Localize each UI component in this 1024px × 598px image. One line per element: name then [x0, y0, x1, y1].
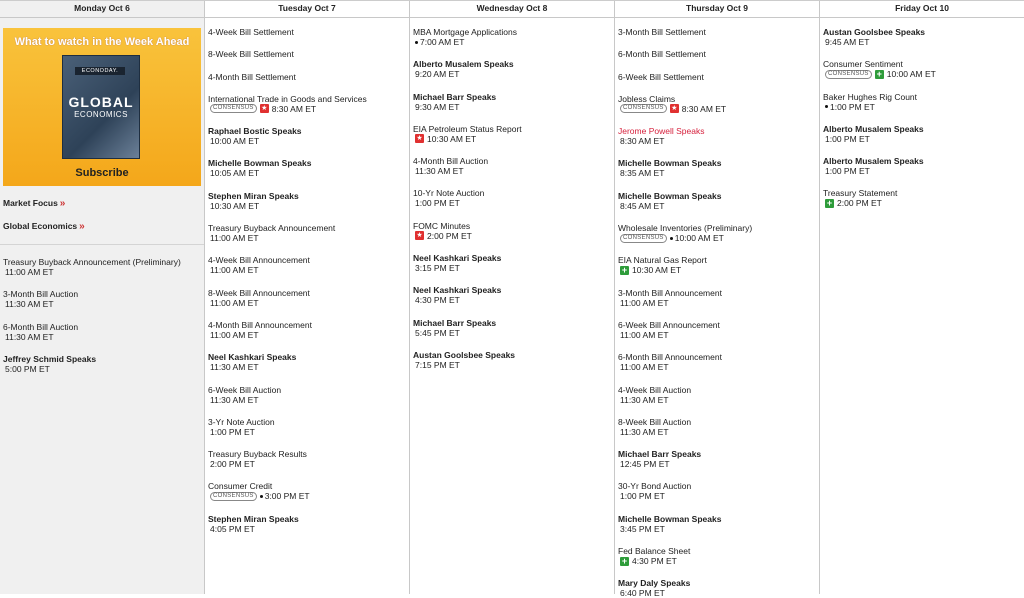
event-time: 10:00 AM ET [886, 69, 936, 80]
day-column-friday [820, 1, 1024, 594]
event-item[interactable] [413, 253, 614, 273]
event-item[interactable] [3, 322, 204, 342]
event-item[interactable] [618, 191, 819, 211]
event-time-row [413, 328, 614, 338]
event-time: 3:45 PM ET [620, 523, 665, 534]
day-column-tuesday [205, 1, 410, 594]
event-time: 4:30 PM ET [415, 295, 460, 306]
event-time: 11:00 AM ET [210, 265, 259, 276]
event-time: 5:45 PM ET [415, 327, 460, 338]
event-time-row [618, 136, 819, 146]
event-item[interactable] [208, 126, 409, 146]
event-time: 1:00 PM ET [830, 101, 875, 112]
event-item[interactable] [618, 223, 819, 243]
event-time-row [208, 136, 409, 146]
event-time: 11:00 AM ET [620, 362, 669, 373]
day-header: Monday Oct 6 [0, 1, 204, 18]
event-time: 9:20 AM ET [415, 69, 460, 80]
event-list [0, 257, 204, 374]
event-item[interactable] [208, 255, 409, 275]
event-title[interactable]: 6-Week Bill Announcement [618, 319, 720, 330]
event-time: 5:00 PM ET [5, 363, 50, 374]
event-item[interactable] [823, 92, 1024, 112]
event-title[interactable]: Treasury Buyback Results [208, 449, 307, 460]
event-title[interactable]: 3-Month Bill Settlement [618, 27, 706, 37]
event-title[interactable]: EIA Natural Gas Report [618, 255, 707, 266]
event-item[interactable] [618, 158, 819, 178]
event-time-row [208, 201, 409, 211]
consensus-badge[interactable]: CONSENSUS [620, 234, 667, 243]
event-title[interactable]: Treasury Statement [823, 188, 898, 199]
event-item[interactable] [618, 417, 819, 437]
event-time: 11:00 AM ET [620, 329, 669, 340]
event-item[interactable] [618, 578, 819, 598]
event-title[interactable]: Treasury Buyback Announcement (Preliminary) [3, 257, 181, 267]
event-time-row [208, 427, 409, 437]
event-time-row [618, 588, 819, 598]
event-list [820, 18, 1024, 208]
event-title[interactable]: Fed Balance Sheet [618, 546, 691, 557]
event-time-row [618, 556, 819, 566]
event-item[interactable] [413, 221, 614, 241]
event-time-row [413, 231, 614, 241]
global-economics-cover-image [62, 55, 140, 159]
event-item[interactable] [208, 223, 409, 243]
event-title[interactable]: Mary Daly Speaks [618, 578, 691, 589]
divider [0, 244, 204, 245]
event-time: 1:00 PM ET [620, 491, 665, 502]
event-item[interactable] [208, 320, 409, 340]
event-title[interactable]: Alberto Musalem Speaks [823, 123, 924, 134]
subscribe-button[interactable]: Subscribe [75, 167, 129, 179]
event-time: 10:05 AM ET [210, 168, 260, 179]
star-icon: ★ [261, 105, 268, 113]
event-item[interactable] [618, 94, 819, 114]
event-time-row [208, 265, 409, 275]
event-time-row [208, 233, 409, 243]
day-header: Wednesday Oct 8 [410, 1, 614, 18]
event-time: 10:00 AM ET [674, 233, 724, 244]
event-time: 9:45 AM ET [825, 37, 870, 47]
event-time-row [618, 104, 819, 114]
event-time: 10:00 AM ET [210, 136, 260, 147]
event-item[interactable] [618, 352, 819, 372]
event-time: 2:00 PM ET [837, 198, 882, 209]
event-time-row [618, 330, 819, 340]
event-time-row [208, 362, 409, 372]
event-item[interactable] [208, 385, 409, 405]
event-time: 8:30 AM ET [681, 103, 727, 114]
event-time: 2:00 PM ET [210, 459, 255, 470]
event-item[interactable] [208, 49, 409, 59]
event-time: 4:05 PM ET [210, 523, 255, 534]
event-title[interactable]: Alberto Musalem Speaks [413, 59, 514, 70]
event-title[interactable]: Michelle Bowman Speaks [208, 158, 312, 169]
event-time-row [413, 69, 614, 79]
event-time-row [413, 360, 614, 370]
event-title[interactable]: Stephen Miran Speaks [208, 513, 299, 524]
event-item[interactable] [823, 27, 1024, 47]
event-item[interactable] [413, 188, 614, 208]
event-item[interactable] [208, 27, 409, 37]
event-item[interactable] [413, 285, 614, 305]
event-time: 1:00 PM ET [210, 426, 255, 437]
event-item[interactable] [618, 288, 819, 308]
event-title[interactable]: 8-Week Bill Settlement [208, 49, 294, 60]
event-time-row [618, 524, 819, 534]
event-time-row [618, 233, 819, 243]
event-title[interactable]: 3-Month Bill Auction [3, 289, 79, 300]
event-title[interactable]: 6-Week Bill Auction [208, 384, 282, 395]
event-time: 11:30 AM ET [415, 166, 464, 177]
event-time-row [3, 364, 204, 374]
plus-icon: + [621, 264, 628, 275]
event-time: 10:30 AM ET [210, 200, 260, 211]
event-title[interactable]: 4-Month Bill Settlement [208, 71, 296, 82]
event-item[interactable] [413, 156, 614, 176]
event-time-row [413, 102, 614, 112]
event-title[interactable]: 4-Week Bill Announcement [208, 255, 310, 266]
event-item[interactable] [823, 188, 1024, 208]
event-time-row [3, 267, 204, 277]
event-time-row [208, 298, 409, 308]
day-header: Friday Oct 10 [820, 1, 1024, 18]
star-icon: ★ [416, 135, 423, 143]
day-header: Thursday Oct 9 [615, 1, 819, 18]
event-item[interactable] [3, 354, 204, 374]
event-item[interactable] [3, 289, 204, 309]
cover-title-line2: ECONOMICS [74, 110, 128, 119]
event-list [410, 18, 614, 370]
event-title[interactable]: Michael Barr Speaks [413, 91, 497, 102]
bullet-icon [415, 41, 418, 44]
day-header: Tuesday Oct 7 [205, 1, 409, 18]
event-time: 11:00 AM ET [210, 297, 259, 308]
event-item[interactable] [3, 257, 204, 277]
event-item[interactable] [413, 124, 614, 144]
event-title[interactable]: Stephen Miran Speaks [208, 190, 299, 201]
bullet-icon [260, 495, 263, 498]
event-time-row [208, 168, 409, 178]
event-time-row [823, 102, 1024, 112]
event-title[interactable]: Michelle Bowman Speaks [618, 513, 722, 524]
event-title[interactable]: Jeffrey Schmid Speaks [3, 353, 97, 364]
event-list [615, 18, 819, 598]
event-title[interactable]: 6-Week Bill Settlement [618, 71, 704, 82]
event-time-row [208, 459, 409, 469]
event-title[interactable]: Neel Kashkari Speaks [208, 352, 297, 363]
plus-icon: + [826, 197, 833, 208]
event-time-row [823, 134, 1024, 144]
event-title[interactable]: 4-Week Bill Auction [618, 384, 692, 395]
event-title[interactable]: 6-Month Bill Auction [3, 321, 79, 332]
event-item[interactable] [618, 546, 819, 566]
event-item[interactable] [208, 417, 409, 437]
event-time-row [823, 198, 1024, 208]
global-economics-link[interactable] [3, 221, 204, 232]
chevron-right-icon: » [79, 221, 85, 232]
event-time: 11:30 AM ET [5, 299, 54, 310]
event-item[interactable] [823, 124, 1024, 144]
event-title[interactable]: 3-Yr Note Auction [208, 416, 275, 427]
event-time: 2:00 PM ET [427, 230, 472, 241]
event-time: 12:45 PM ET [620, 459, 670, 470]
event-title[interactable]: Austan Goolsbee Speaks [823, 27, 926, 37]
event-time: 8:45 AM ET [620, 200, 665, 211]
event-time-row [413, 134, 614, 144]
event-time-row [208, 524, 409, 534]
event-time: 6:40 PM ET [620, 588, 665, 598]
plus-icon: + [876, 68, 882, 79]
event-item[interactable] [413, 318, 614, 338]
event-title[interactable]: 4-Month Bill Auction [413, 156, 489, 167]
event-item[interactable] [208, 514, 409, 534]
consensus-badge[interactable]: CONSENSUS [210, 492, 257, 501]
week-ahead-promo[interactable] [3, 28, 201, 186]
event-item[interactable] [208, 481, 409, 501]
event-title[interactable]: Raphael Bostic Speaks [208, 126, 302, 137]
event-title[interactable]: Alberto Musalem Speaks [823, 156, 924, 167]
event-time: 11:30 AM ET [210, 362, 259, 373]
star-icon: ★ [671, 105, 678, 113]
event-title[interactable]: Jerome Powell Speaks [618, 126, 705, 137]
event-item[interactable] [618, 255, 819, 275]
event-item[interactable] [618, 385, 819, 405]
event-time: 11:30 AM ET [620, 426, 669, 437]
event-title[interactable]: Jobless Claims [618, 93, 676, 104]
event-item[interactable] [208, 191, 409, 211]
event-time: 7:00 AM ET [420, 37, 465, 47]
event-time-row [413, 166, 614, 176]
event-item[interactable] [618, 320, 819, 340]
event-time-row [208, 104, 409, 114]
event-time: 9:30 AM ET [415, 101, 460, 112]
market-focus-link[interactable] [3, 198, 204, 209]
event-title[interactable]: Michael Barr Speaks [413, 317, 497, 328]
event-item[interactable] [208, 449, 409, 469]
consensus-badge[interactable]: CONSENSUS [620, 104, 667, 113]
event-time: 4:30 PM ET [632, 556, 677, 567]
event-time: 8:30 AM ET [620, 136, 665, 147]
event-time-row [618, 395, 819, 405]
event-time: 3:15 PM ET [415, 263, 460, 274]
event-item[interactable] [823, 59, 1024, 79]
event-time-row [618, 298, 819, 308]
bullet-icon [670, 237, 673, 240]
day-column-thursday [615, 1, 820, 598]
event-time-row [618, 265, 819, 275]
event-time-row [823, 166, 1024, 176]
event-title[interactable]: 30-Yr Bond Auction [618, 481, 692, 492]
event-time: 8:35 AM ET [620, 168, 665, 179]
consensus-badge[interactable]: CONSENSUS [825, 70, 872, 79]
event-item[interactable] [618, 126, 819, 146]
event-title[interactable]: Michael Barr Speaks [618, 449, 702, 460]
event-item[interactable] [618, 27, 819, 37]
event-item[interactable] [413, 350, 614, 370]
event-time: 11:00 AM ET [620, 297, 669, 308]
event-title[interactable]: 3-Month Bill Announcement [618, 287, 722, 298]
event-time-row [413, 295, 614, 305]
event-item[interactable] [208, 94, 409, 114]
event-time-row [618, 491, 819, 501]
econoday-logo: ECONODAY. [75, 67, 125, 75]
event-item[interactable] [413, 59, 614, 79]
event-title[interactable]: 4-Week Bill Settlement [208, 27, 294, 37]
event-item[interactable] [413, 92, 614, 112]
event-time: 10:30 AM ET [427, 133, 477, 144]
event-title[interactable]: Michelle Bowman Speaks [618, 190, 722, 201]
side-links [0, 186, 204, 232]
event-title[interactable]: International Trade in Goods and Services [208, 93, 367, 104]
global-economics-label: Global Economics [3, 221, 78, 231]
event-item[interactable] [618, 49, 819, 59]
event-title[interactable]: Austan Goolsbee Speaks [413, 349, 516, 360]
event-item[interactable] [618, 449, 819, 469]
event-time-row [208, 491, 409, 501]
event-time-row [823, 69, 1024, 79]
event-title[interactable]: Michelle Bowman Speaks [618, 158, 722, 169]
event-time-row [618, 201, 819, 211]
event-title[interactable]: 6-Month Bill Announcement [618, 352, 722, 363]
event-time-row [618, 168, 819, 178]
day-column-monday [0, 1, 205, 594]
event-list [205, 18, 409, 534]
event-title[interactable]: 4-Month Bill Announcement [208, 319, 312, 330]
event-title[interactable]: 8-Week Bill Announcement [208, 287, 310, 298]
event-item[interactable] [208, 288, 409, 308]
event-time-row [413, 37, 614, 47]
star-icon: ★ [416, 232, 423, 240]
event-item[interactable] [208, 72, 409, 82]
event-item[interactable] [618, 481, 819, 501]
event-title[interactable]: 10-Yr Note Auction [413, 188, 485, 199]
event-time-row [618, 427, 819, 437]
market-focus-label: Market Focus [3, 198, 58, 208]
event-title[interactable]: Neel Kashkari Speaks [413, 253, 502, 264]
event-time: 11:00 AM ET [210, 233, 259, 244]
event-title[interactable]: Treasury Buyback Announcement [208, 223, 336, 234]
consensus-badge[interactable]: CONSENSUS [210, 104, 257, 113]
event-time: 1:00 PM ET [825, 166, 870, 177]
event-time: 1:00 PM ET [415, 198, 460, 209]
event-time-row [208, 330, 409, 340]
event-time: 11:30 AM ET [210, 394, 259, 405]
event-title[interactable]: Consumer Sentiment [823, 59, 903, 70]
event-time-row [823, 37, 1024, 47]
event-item[interactable] [823, 156, 1024, 176]
bullet-icon [825, 105, 828, 108]
event-time-row [618, 362, 819, 372]
event-time: 10:30 AM ET [632, 265, 682, 276]
event-title[interactable]: Neel Kashkari Speaks [413, 285, 502, 296]
event-time: 11:30 AM ET [620, 394, 669, 405]
event-time: 8:30 AM ET [271, 103, 317, 114]
event-time: 11:00 AM ET [210, 329, 259, 340]
event-time-row [413, 198, 614, 208]
event-title[interactable]: MBA Mortgage Applications [413, 27, 517, 37]
event-title[interactable]: Wholesale Inventories (Preliminary) [618, 223, 753, 234]
event-title[interactable]: EIA Petroleum Status Report [413, 123, 522, 134]
day-column-wednesday [410, 1, 615, 594]
event-time-row [618, 459, 819, 469]
event-time: 11:00 AM ET [5, 267, 54, 277]
plus-icon: + [621, 555, 628, 566]
event-item[interactable] [618, 72, 819, 82]
event-title[interactable]: Baker Hughes Rig Count [823, 91, 918, 102]
event-title[interactable]: 8-Week Bill Auction [618, 416, 692, 427]
event-time-row [3, 299, 204, 309]
cover-title-line1: GLOBAL [68, 94, 134, 110]
event-item[interactable] [208, 158, 409, 178]
event-time: 3:00 PM ET [264, 491, 310, 502]
event-time-row [3, 332, 204, 342]
event-title[interactable]: 6-Month Bill Settlement [618, 49, 706, 60]
event-time: 11:30 AM ET [5, 331, 54, 342]
event-time: 7:15 PM ET [415, 359, 460, 370]
event-time-row [413, 263, 614, 273]
promo-headline: What to watch in the Week Ahead [14, 36, 190, 48]
event-title[interactable]: Consumer Credit [208, 481, 273, 492]
event-item[interactable] [618, 514, 819, 534]
chevron-right-icon: » [59, 198, 66, 209]
event-time: 1:00 PM ET [825, 133, 870, 144]
event-item[interactable] [413, 27, 614, 47]
event-title[interactable]: FOMC Minutes [413, 220, 471, 231]
event-item[interactable] [208, 352, 409, 372]
event-time-row [208, 395, 409, 405]
